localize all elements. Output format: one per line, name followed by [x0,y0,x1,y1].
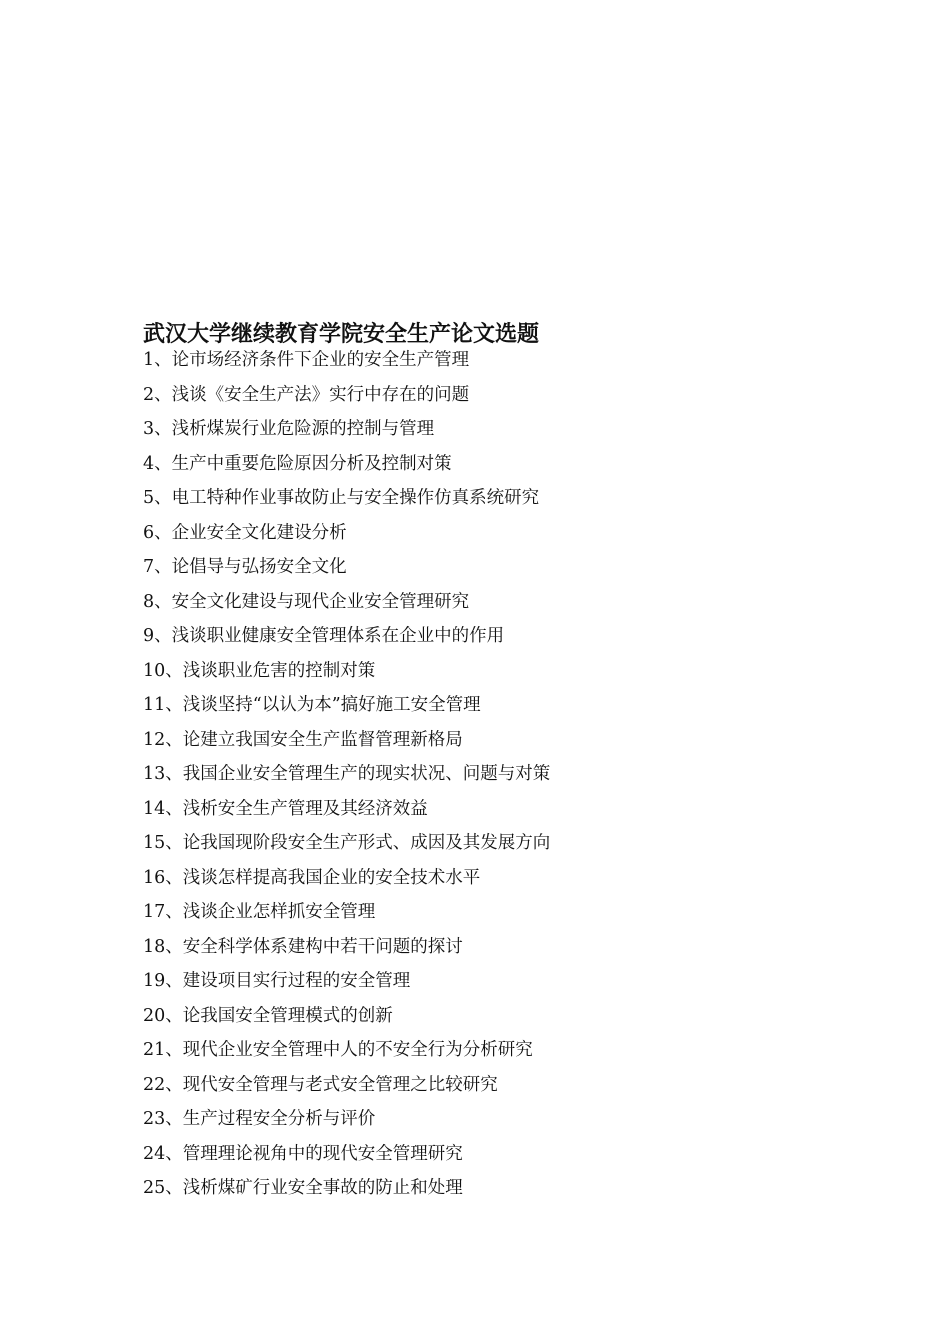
topic-item: 9、浅谈职业健康安全管理体系在企业中的作用 [143,626,505,646]
topic-item: 15、论我国现阶段安全生产形式、成因及其发展方向 [143,833,551,853]
topic-item: 24、管理理论视角中的现代安全管理研究 [143,1143,463,1164]
topic-item: 23、生产过程安全分析与评价 [143,1109,376,1129]
topic-item: 16、浅谈怎样提高我国企业的安全技术水平 [143,867,481,888]
topic-item: 1、论市场经济条件下企业的安全生产管理 [143,350,470,370]
topic-list [143,346,550,1209]
topic-item: 8、安全文化建设与现代企业安全管理研究 [143,591,470,612]
topic-item: 3、浅析煤炭行业危险源的控制与管理 [143,419,435,439]
topic-item: 19、建设项目实行过程的安全管理 [143,971,411,991]
topic-item: 12、论建立我国安全生产监督管理新格局 [143,729,463,750]
topic-item: 11、浅谈坚持“以认为本”搞好施工安全管理 [143,695,481,715]
topic-item: 10、浅谈职业危害的控制对策 [143,660,376,681]
topic-item: 13、我国企业安全管理生产的现实状况、问题与对策 [143,764,551,784]
topic-item: 5、电工特种作业事故防止与安全操作仿真系统研究 [143,488,540,508]
topic-item: 6、企业安全文化建设分析 [143,522,347,543]
topic-item: 20、论我国安全管理模式的创新 [143,1005,393,1026]
topic-item: 17、浅谈企业怎样抓安全管理 [143,902,376,922]
topic-item: 4、生产中重要危险原因分析及控制对策 [143,453,452,474]
topic-item: 21、现代企业安全管理中人的不安全行为分析研究 [143,1040,533,1060]
document-title: 武汉大学继续教育学院安全生产论文选题 [143,322,540,347]
topic-item: 25、浅析煤矿行业安全事故的防止和处理 [143,1178,463,1198]
topic-item: 2、浅谈《安全生产法》实行中存在的问题 [143,384,470,405]
topic-item: 18、安全科学体系建构中若干问题的探讨 [143,936,463,957]
topic-item: 7、论倡导与弘扬安全文化 [143,557,347,577]
topic-item: 14、浅析安全生产管理及其经济效益 [143,798,428,819]
topic-item: 22、现代安全管理与老式安全管理之比较研究 [143,1074,498,1095]
